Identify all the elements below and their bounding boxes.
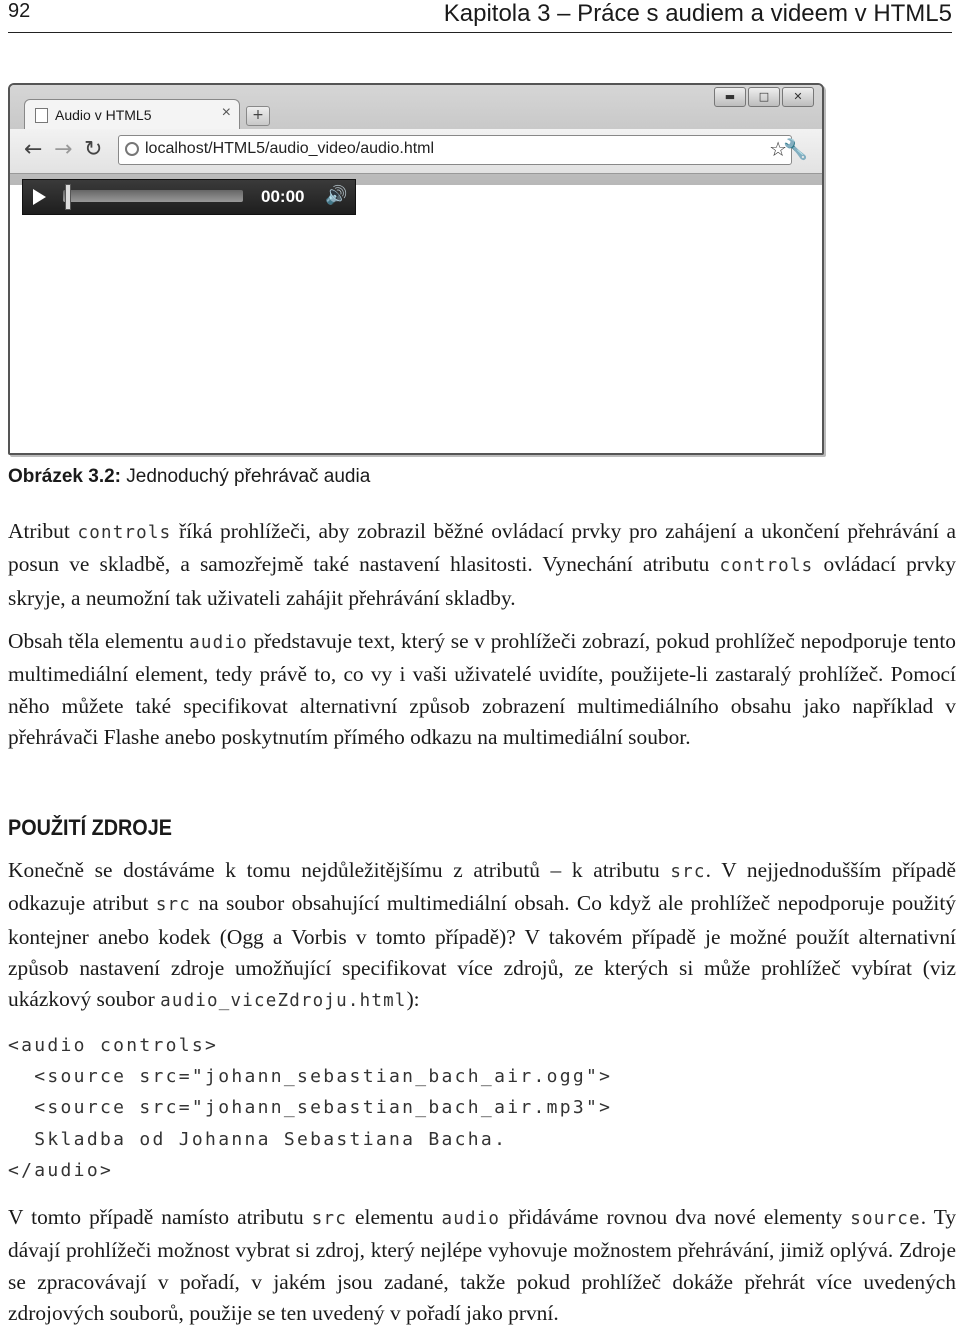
chapter-title: Kapitola 3 – Práce s audiem a videem v HTML5 [443, 0, 952, 27]
close-window-icon[interactable]: ✕ [782, 87, 814, 107]
bookmark-star-icon[interactable]: ☆ [769, 137, 787, 161]
play-icon[interactable] [33, 189, 46, 205]
inline-code: src [155, 895, 192, 916]
text: ovládací prvky skryje, a neumožní tak uživateli zahájit přehrávání skladby. [8, 552, 956, 610]
tab-title: Audio v HTML5 [55, 107, 152, 123]
code-line: Skladba od Johanna Sebastiana Bacha. [8, 1128, 508, 1150]
forward-arrow-icon[interactable]: → [54, 137, 73, 162]
globe-icon [125, 142, 139, 156]
figure-label: Obrázek 3.2: [8, 466, 121, 487]
paragraph-source [8, 1202, 956, 1329]
browser-toolbar [10, 129, 822, 174]
inline-code: audio [189, 633, 248, 653]
page-icon [35, 108, 48, 123]
text: elementu [346, 1205, 442, 1229]
text: . V nejjednodušším případě odkazuje atribut [8, 858, 956, 916]
reload-icon[interactable]: ↻ [84, 137, 103, 162]
code-line: <source src="johann_sebastian_bach_air.ogg"> [8, 1066, 613, 1088]
text: na soubor obsahující multimediální obsah. Co když ale prohlížeč nepodporuje použitý kontejner anebo kodek (Ogg a Vorbis v tomto případě)? V takovém případě je možné použít alternativní způsob nastavení zdroje umožňující specifikovat více zdrojů, ze kterých si může prohlížeč vybírat (viz ukázkový soubor [8, 891, 956, 1012]
paragraph-audio-body [8, 626, 956, 753]
page-header [8, 0, 952, 33]
figure-caption-text: Jednoduchý přehrávač audia [121, 466, 371, 487]
paragraph-controls [8, 516, 956, 614]
text: přidáváme rovnou dva nové elementy [500, 1205, 851, 1229]
text: ): [406, 987, 420, 1012]
inline-code: src [670, 862, 706, 882]
page-number: 92 [8, 0, 31, 22]
inline-code: audio [441, 1209, 501, 1229]
url-text: localhost/HTML5/audio_video/audio.html [145, 140, 435, 157]
wrench-icon[interactable]: 🔧 [783, 137, 808, 161]
figure-caption [8, 466, 370, 488]
text: říká prohlížeči, aby zobrazil běžné ovládací prvky pro zahájení a ukončení přehrávání a posun ve skladbě, a samozřejmě také nastavení hlasitosti. Vynechání atributu [8, 519, 957, 577]
new-tab-button[interactable]: + [246, 106, 270, 126]
audio-player [22, 179, 356, 215]
time-display: 00:00 [261, 187, 305, 206]
back-arrow-icon[interactable]: ← [24, 137, 43, 162]
text: V tomto případě namísto atributu [8, 1205, 312, 1229]
text: Obsah těla elementu [8, 629, 190, 653]
text: představuje text, který se v prohlížeči zobrazí, pokud prohlížeč nepodporuje tento multimediální element, tedy právě to, co vy i vaši uživatelé uvidíte, použijete-li zastaralý prohlížeč. Pomocí něho můžete také specifikovat alternativní způsob zobrazení multimediálního obsahu jako například v přehrávači Flashe anebo poskytnutím přímého odkazu na multimediální soubor. [8, 629, 956, 749]
code-line: <source src="johann_sebastian_bach_air.mp3"> [8, 1097, 613, 1119]
section-heading: POUŽITÍ ZDROJE [8, 815, 172, 840]
inline-code: controls [77, 523, 172, 543]
address-bar[interactable] [118, 135, 792, 165]
code-line: </audio> [8, 1159, 114, 1181]
text: Atribut [8, 519, 78, 543]
text: . Ty dávají prohlížeči možnost vybrat si zdroj, který nejlépe vyhovuje možnostem přehrávání, jimiž oplývá. Zdroje se zpracovávají v pořadí, v jakém jsou zadané, takže pokud prohlížeč dokáže přehrát více uvedených zdrojových souborů, použije se ten uvedený v pořadí jako první. [8, 1205, 957, 1325]
code-line: <audio controls> [8, 1035, 219, 1056]
inline-code: src [311, 1209, 347, 1229]
tab-close-icon[interactable]: × [221, 104, 231, 121]
seek-track[interactable] [63, 190, 243, 202]
text: Konečně se dostáváme k tomu nejdůležitějšímu z atributů – k atributu [8, 858, 671, 882]
maximize-icon[interactable]: □ [748, 87, 780, 107]
inline-code: audio_viceZdroju.html [160, 991, 407, 1012]
window-controls [714, 87, 814, 107]
browser-screenshot [8, 83, 824, 455]
paragraph-src [8, 855, 956, 1017]
code-block [8, 1030, 612, 1186]
inline-code: source [850, 1209, 921, 1229]
volume-icon[interactable]: 🔊 [325, 185, 348, 206]
browser-tab[interactable] [24, 99, 240, 130]
minimize-icon[interactable]: ▬ [714, 87, 746, 107]
seek-thumb[interactable] [65, 184, 71, 210]
inline-code: controls [719, 556, 814, 577]
